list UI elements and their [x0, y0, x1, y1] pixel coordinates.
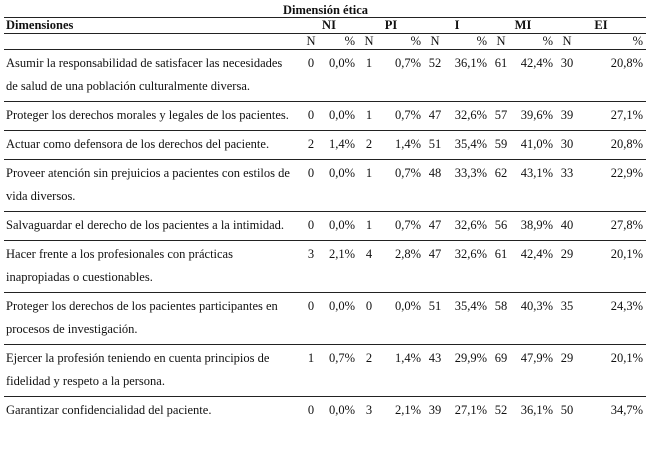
- subheader-n: N: [300, 34, 322, 50]
- cell-percent: 33,3%: [446, 160, 490, 212]
- cell-percent: 35,4%: [446, 293, 490, 345]
- subheader-n: N: [358, 34, 380, 50]
- subheader-percent: %: [578, 34, 646, 50]
- cell-percent: 0,0%: [328, 403, 355, 417]
- table-row: [4, 345, 646, 397]
- cell-percent: 32,6%: [446, 102, 490, 131]
- cell-count: 50: [560, 403, 574, 417]
- cell-count: 0: [300, 160, 322, 212]
- cell-count: 35: [556, 293, 578, 345]
- cell-count: 2: [358, 131, 380, 160]
- cell-percent: 42,4%: [512, 241, 556, 293]
- cell-count: 43: [424, 345, 446, 397]
- cell-percent: 2,1%: [394, 403, 421, 417]
- cell-count: 48: [424, 160, 446, 212]
- cell-count: 0: [300, 293, 322, 345]
- cell-percent: 2,8%: [380, 241, 424, 293]
- cell-count: 30: [556, 131, 578, 160]
- cell-count: 0: [300, 102, 322, 131]
- cell-percent: 0,0%: [322, 293, 358, 345]
- cell-percent: 20,8%: [578, 131, 646, 160]
- group-header-pi: PI: [358, 18, 424, 34]
- cell-count: 1: [358, 212, 380, 241]
- cell-percent: 34,7%: [610, 403, 644, 417]
- cell-percent: 38,9%: [512, 212, 556, 241]
- cell-count: 39: [428, 403, 442, 417]
- cell-count: 33: [556, 160, 578, 212]
- table-row: [4, 50, 646, 102]
- cell-percent: 40,3%: [512, 293, 556, 345]
- cell-percent: 47,9%: [512, 345, 556, 397]
- cell-count: 61: [490, 241, 512, 293]
- table-row: [4, 160, 646, 212]
- cell-percent: 35,4%: [446, 131, 490, 160]
- group-header-i: I: [424, 18, 490, 34]
- cell-percent: 36,1%: [446, 50, 490, 102]
- group-header-mi: MI: [490, 18, 556, 34]
- cell-percent: 0,7%: [380, 160, 424, 212]
- cell-count: 1: [358, 160, 380, 212]
- cell-count: 0: [300, 50, 322, 102]
- cell-count: 52: [494, 403, 508, 417]
- cell-count: 51: [424, 131, 446, 160]
- subheader-percent: %: [512, 34, 556, 50]
- dimensions-header: Dimensiones: [4, 18, 300, 34]
- cell-count: 1: [358, 102, 380, 131]
- subheader-percent: %: [322, 34, 358, 50]
- subheader-n: N: [424, 34, 446, 50]
- cell-count: 52: [424, 50, 446, 102]
- subheader-row: [4, 34, 646, 50]
- cell-count: 2: [300, 131, 322, 160]
- cell-count: 3: [365, 403, 373, 417]
- cell-count: 40: [556, 212, 578, 241]
- cell-count: 47: [424, 212, 446, 241]
- cell-percent: 43,1%: [512, 160, 556, 212]
- row-label: Proteger los derechos morales y legales de los pacientes.: [4, 102, 300, 131]
- subheader-percent: %: [380, 34, 424, 50]
- row-label: Hacer frente a los profesionales con prácticas inapropiadas o cuestionables.: [4, 241, 300, 293]
- table-row: [4, 241, 646, 293]
- cell-count: 69: [490, 345, 512, 397]
- cell-count: 56: [490, 212, 512, 241]
- cell-percent: 27,1%: [454, 403, 487, 417]
- table-row: [4, 102, 646, 131]
- cell-count: 0: [307, 403, 315, 417]
- cell-count: 62: [490, 160, 512, 212]
- table-row: [4, 212, 646, 241]
- row-label: Garantizar confidencialidad del paciente.: [6, 403, 212, 417]
- cell-percent: 20,1%: [578, 241, 646, 293]
- cell-count: 39: [556, 102, 578, 131]
- cell-percent: 0,0%: [322, 50, 358, 102]
- cell-count: 2: [358, 345, 380, 397]
- cell-percent: 0,0%: [322, 160, 358, 212]
- cell-percent: 39,6%: [512, 102, 556, 131]
- cell-percent: 1,4%: [380, 345, 424, 397]
- row-label: Proteger los derechos de los pacientes participantes en procesos de investigación.: [4, 293, 300, 345]
- cell-percent: 2,1%: [322, 241, 358, 293]
- cell-percent: 0,7%: [380, 212, 424, 241]
- cell-count: 58: [490, 293, 512, 345]
- table-row: [4, 131, 646, 160]
- table-row: [4, 397, 646, 426]
- cell-count: 1: [358, 50, 380, 102]
- cell-count: 29: [556, 345, 578, 397]
- cell-percent: 1,4%: [322, 131, 358, 160]
- cell-percent: 27,8%: [578, 212, 646, 241]
- cell-percent: 36,1%: [520, 403, 554, 417]
- cell-percent: 0,7%: [380, 50, 424, 102]
- cell-count: 57: [490, 102, 512, 131]
- cell-percent: 27,1%: [578, 102, 646, 131]
- ethics-table: [4, 17, 646, 425]
- cell-count: 47: [424, 102, 446, 131]
- subheader-n: N: [490, 34, 512, 50]
- table-row: [4, 293, 646, 345]
- row-label: Actuar como defensora de los derechos del paciente.: [4, 131, 300, 160]
- cell-percent: 41,0%: [512, 131, 556, 160]
- cell-count: 29: [556, 241, 578, 293]
- group-header-row: [4, 18, 646, 34]
- cell-percent: 0,0%: [322, 102, 358, 131]
- cell-percent: 29,9%: [446, 345, 490, 397]
- cell-count: 51: [424, 293, 446, 345]
- cell-count: 4: [358, 241, 380, 293]
- cell-count: 59: [490, 131, 512, 160]
- table-caption: Dimensión ética: [282, 3, 369, 17]
- cell-count: 0: [358, 293, 380, 345]
- row-label: Asumir la responsabilidad de satisfacer las necesidades de salud de una población culturalmente diversa.: [4, 50, 300, 102]
- subheader-n: N: [556, 34, 578, 50]
- cell-percent: 42,4%: [512, 50, 556, 102]
- cell-count: 61: [490, 50, 512, 102]
- cell-percent: 0,7%: [322, 345, 358, 397]
- cell-percent: 24,3%: [578, 293, 646, 345]
- cell-percent: 0,7%: [380, 102, 424, 131]
- cell-percent: 1,4%: [380, 131, 424, 160]
- row-label: Salvaguardar el derecho de los pacientes a la intimidad.: [4, 212, 300, 241]
- cell-percent: 0,0%: [322, 212, 358, 241]
- row-label: Ejercer la profesión teniendo en cuenta principios de fidelidad y respeto a la persona.: [4, 345, 300, 397]
- cell-percent: 20,8%: [578, 50, 646, 102]
- cell-count: 3: [300, 241, 322, 293]
- cell-count: 1: [300, 345, 322, 397]
- row-label: Proveer atención sin prejuicios a pacientes con estilos de vida diversos.: [4, 160, 300, 212]
- group-header-ni: NI: [300, 18, 358, 34]
- cell-count: 47: [424, 241, 446, 293]
- cell-count: 0: [300, 212, 322, 241]
- cell-percent: 32,6%: [446, 212, 490, 241]
- cell-percent: 0,0%: [380, 293, 424, 345]
- table-body: [4, 50, 646, 426]
- subheader-percent: %: [446, 34, 490, 50]
- cell-percent: 32,6%: [446, 241, 490, 293]
- cell-count: 30: [556, 50, 578, 102]
- cell-percent: 22,9%: [578, 160, 646, 212]
- cell-percent: 20,1%: [578, 345, 646, 397]
- group-header-ei: EI: [556, 18, 646, 34]
